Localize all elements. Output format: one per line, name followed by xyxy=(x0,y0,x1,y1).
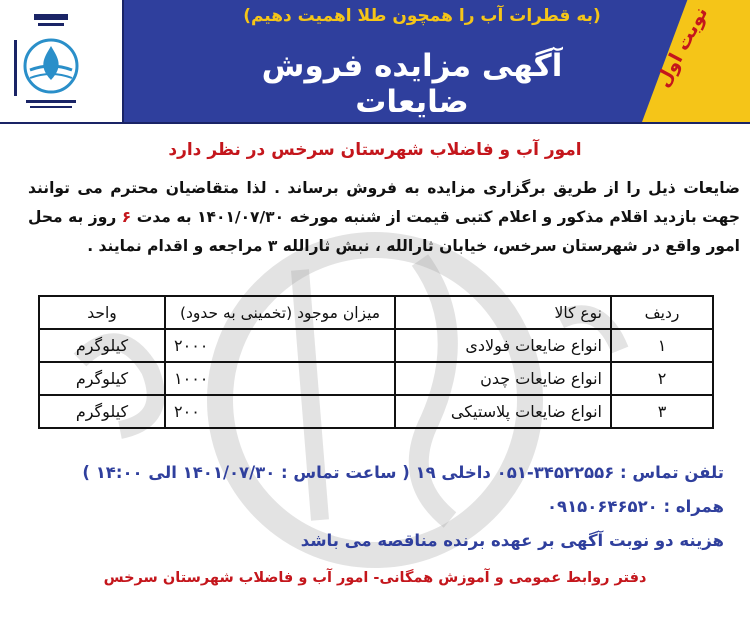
header-row-number: ردیف xyxy=(611,296,713,329)
ad-cost-note: هزینه دو نوبت آگهی بر عهده برنده مناقصه می باشد xyxy=(300,531,724,550)
items-table xyxy=(38,295,714,429)
mobile-line: همراه : ۰۹۱۵۰۶۴۶۵۲۰ xyxy=(546,497,724,516)
table-row xyxy=(39,362,713,395)
contact-info xyxy=(34,456,724,558)
item-type: انواع ضایعات چدن xyxy=(395,362,611,395)
water-drop-logo-icon xyxy=(0,0,122,122)
item-type: انواع ضایعات فولادی xyxy=(395,329,611,362)
item-unit: کیلوگرم xyxy=(39,362,165,395)
header-unit: واحد xyxy=(39,296,165,329)
notice-body-part1: ضایعات ذیل را از طریق برگزاری مزایده به فروش برساند . لذا متقاضیان محترم می توانند جهت بازدید اقلام مذکور و اعلام کتبی قیمت از شنبه مورخه ۱۴۰۱/۰۷/۳۰ به مدت xyxy=(28,179,740,226)
duration-days: ۶ xyxy=(121,208,132,226)
table-row xyxy=(39,329,713,362)
footer-publisher: دفتر روابط عمومی و آموزش همگانی- امور آب و فاضلاب شهرستان سرخس xyxy=(103,570,647,586)
row-number: ۳ xyxy=(611,395,713,428)
slogan: (به قطرات آب را همچون طلا اهمیت دهیم) xyxy=(243,6,601,26)
table-header-row xyxy=(39,296,713,329)
item-quantity: ۲۰۰ xyxy=(165,395,395,428)
item-quantity: ۱۰۰۰ xyxy=(165,362,395,395)
notice-body xyxy=(28,174,740,261)
notice-body-part2: روز به محل امور واقع در شهرستان سرخس، خیابان ثارالله ، نبش ثارالله ۳ مراجعه و اقدام نمایند . xyxy=(28,208,740,255)
item-quantity: ۲۰۰۰ xyxy=(165,329,395,362)
water-company-logo xyxy=(0,0,124,122)
header-banner xyxy=(0,0,750,124)
row-number: ۲ xyxy=(611,362,713,395)
item-type: انواع ضایعات پلاستیکی xyxy=(395,395,611,428)
row-number: ۱ xyxy=(611,329,713,362)
item-unit: کیلوگرم xyxy=(39,329,165,362)
header-item-type: نوع کالا xyxy=(395,296,611,329)
table-row xyxy=(39,395,713,428)
item-unit: کیلوگرم xyxy=(39,395,165,428)
phone-line: تلفن تماس : ۳۴۵۲۲۵۵۶-۰۵۱ داخلی ۱۹ ( ساعت تماس : ۱۴۰۱/۰۷/۳۰ الی ۱۴:۰۰ ) xyxy=(82,463,724,482)
header-quantity: میزان موجود (تخمینی به حدود) xyxy=(165,296,395,329)
turn-label: نوبت اول xyxy=(651,3,713,91)
notice-heading: امور آب و فاضلاب شهرستان سرخس در نظر دارد xyxy=(168,140,582,160)
ad-title: آگهی مزایده فروش ضایعات xyxy=(261,48,563,120)
